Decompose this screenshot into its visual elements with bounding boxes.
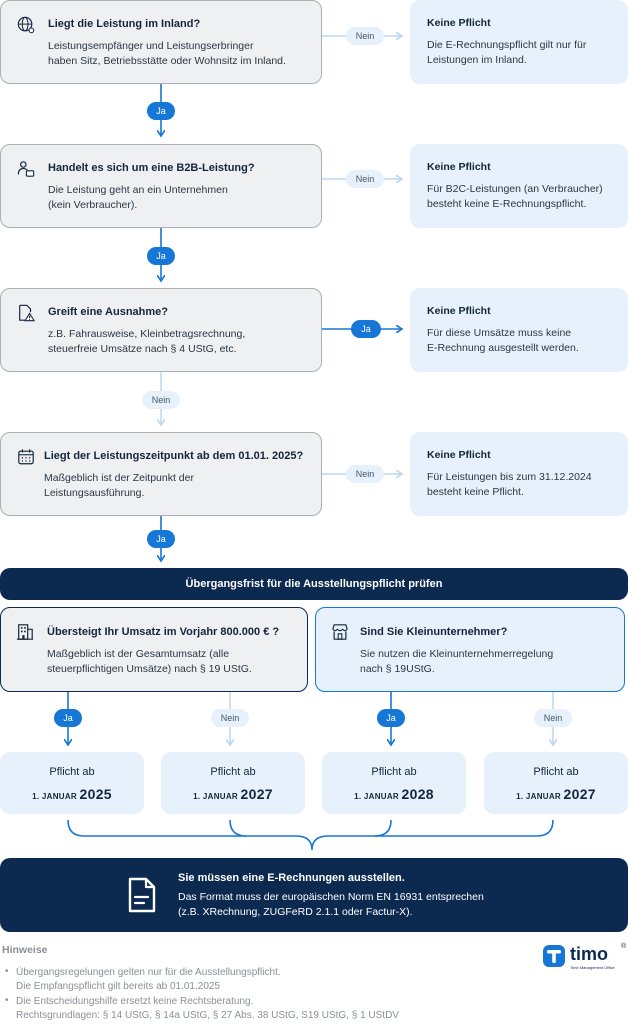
answer-line: besteht keine Pflicht. <box>427 486 524 498</box>
question-line: z.B. Fahrausweise, Kleinbetragsrechnung, <box>48 328 246 340</box>
result-line: Das Format muss der europäischen Norm EN 16931 entsprechen <box>178 891 484 903</box>
nein-label: Nein <box>346 170 384 188</box>
answer-line: Für diese Umsätze muss keine <box>427 327 572 339</box>
bullet: • <box>5 995 9 1006</box>
answer-line: Die E-Rechnungspflicht gilt nur für <box>427 39 587 51</box>
question-box-zeitpunkt <box>0 432 322 516</box>
card-label: Pflicht ab <box>49 766 95 778</box>
answer-line: Für B2C-Leistungen (an Verbraucher) <box>427 183 603 195</box>
question-line: Sie nutzen die Kleinunternehmerregelung <box>360 648 554 660</box>
question-title: Liegt die Leistung im Inland? <box>48 18 201 30</box>
card-date <box>161 786 305 802</box>
nein-label: Nein <box>346 465 384 483</box>
card-label: Pflicht ab <box>533 766 579 778</box>
question-title: Liegt der Leistungszeitpunkt ab dem 01.01. 2025? <box>44 450 304 462</box>
note-line: Rechtsgrundlagen: § 14 UStG, § 14a UStG, § 27 Abs. 38 UStG, S19 UStG, § 1 UStDV <box>16 1010 399 1021</box>
ja-label: Ja <box>377 709 405 727</box>
result-text <box>178 890 484 920</box>
card-date-prefix: 1. JANUAR <box>32 792 78 801</box>
card-label: Pflicht ab <box>371 766 417 778</box>
globe-icon <box>17 16 35 34</box>
question-line: steuerfreie Umsätze nach § 4 UStG, etc. <box>48 343 237 355</box>
deadline-card <box>161 752 305 814</box>
note-line: Übergangsregelungen gelten nur für die Ausstellungspflicht. <box>16 967 281 978</box>
answer-box-b2b <box>410 144 628 228</box>
question-title: Greift eine Ausnahme? <box>48 306 169 318</box>
card-year: 2027 <box>563 786 596 802</box>
document-warning-icon <box>17 304 35 322</box>
note-item <box>16 995 399 1023</box>
answer-text <box>427 470 592 500</box>
result-box <box>0 858 628 932</box>
question-line: nach § 19UStG. <box>360 663 435 675</box>
question-line: Maßgeblich ist der Zeitpunkt der <box>44 472 194 484</box>
question-line: Die Leistung geht an ein Unternehmen <box>48 184 228 196</box>
result-line: (z.B. XRechnung, ZUGFeRD 2.1.1 oder Factur-X). <box>178 906 413 918</box>
answer-line: besteht keine E-Rechnungspflicht. <box>427 198 587 210</box>
answer-box-zeitpunkt <box>410 432 628 516</box>
question-line: Leistungsausführung. <box>44 487 145 499</box>
person-shop-icon <box>17 160 35 178</box>
notes-title: Hinweise <box>2 944 48 956</box>
question-box-umsatz <box>0 607 308 692</box>
question-line: steuerpflichtigen Umsätze) nach § 19 UStG. <box>47 663 252 675</box>
question-text <box>44 471 194 501</box>
ja-label: Ja <box>54 709 82 727</box>
invoice-icon <box>123 876 161 914</box>
note-item <box>16 966 281 994</box>
question-line: (kein Verbraucher). <box>48 199 138 211</box>
question-box-kleinunternehmer <box>315 607 625 692</box>
calendar-icon <box>17 448 35 466</box>
timo-logo-icon <box>542 944 566 968</box>
answer-line: Leistungen im Inland. <box>427 54 527 66</box>
answer-title: Keine Pflicht <box>427 305 491 317</box>
card-date-prefix: 1. JANUAR <box>193 792 239 801</box>
answer-text <box>427 326 579 356</box>
answer-title: Keine Pflicht <box>427 17 491 29</box>
ja-label: Ja <box>147 102 175 120</box>
deadline-card <box>484 752 628 814</box>
question-title: Übersteigt Ihr Umsatz im Vorjahr 800.000 € ? <box>47 626 280 638</box>
note-line: Die Empfangspflicht gilt bereits ab 01.01.2025 <box>16 981 221 992</box>
deadline-card <box>322 752 466 814</box>
answer-line: Für Leistungen bis zum 31.12.2024 <box>427 471 592 483</box>
result-title: Sie müssen eine E-Rechnungen ausstellen. <box>178 872 405 884</box>
question-text <box>48 183 228 213</box>
question-line: Leistungsempfänger und Leistungserbringer <box>48 40 254 52</box>
card-year: 2025 <box>79 786 112 802</box>
answer-box-inland <box>410 0 628 84</box>
card-date <box>0 786 144 802</box>
card-date-prefix: 1. JANUAR <box>354 792 400 801</box>
answer-text <box>427 38 586 68</box>
answer-line: E-Rechnung ausgestellt werden. <box>427 342 579 354</box>
question-box-ausnahme <box>0 288 322 372</box>
question-text <box>47 647 252 677</box>
question-title: Sind Sie Kleinunternehmer? <box>360 626 508 638</box>
card-label: Pflicht ab <box>210 766 256 778</box>
ja-label: Ja <box>351 320 381 338</box>
card-date <box>322 786 466 802</box>
answer-text <box>427 182 603 212</box>
nein-label: Nein <box>346 27 384 45</box>
card-year: 2028 <box>401 786 434 802</box>
answer-title: Keine Pflicht <box>427 449 491 461</box>
card-date <box>484 786 628 802</box>
building-icon <box>16 623 34 641</box>
card-year: 2027 <box>240 786 273 802</box>
bullet: • <box>5 966 9 977</box>
transition-banner: Übergangsfrist für die Ausstellungspflicht prüfen <box>0 568 628 600</box>
card-date-prefix: 1. JANUAR <box>516 792 562 801</box>
nein-label: Nein <box>211 709 249 727</box>
answer-title: Keine Pflicht <box>427 161 491 173</box>
timo-logo <box>542 942 628 972</box>
logo-registered: ® <box>621 943 627 950</box>
deadline-card <box>0 752 144 814</box>
logo-tagline: Time Management Office <box>570 965 615 970</box>
ja-label: Ja <box>147 530 175 548</box>
question-text <box>360 647 553 677</box>
answer-box-ausnahme <box>410 288 628 372</box>
question-text <box>48 327 245 357</box>
store-icon <box>331 623 349 641</box>
question-box-b2b <box>0 144 322 228</box>
nein-label: Nein <box>534 709 572 727</box>
question-text <box>48 39 286 69</box>
question-box-inland <box>0 0 322 84</box>
ja-label: Ja <box>147 247 175 265</box>
question-line: Maßgeblich ist der Gesamtumsatz (alle <box>47 648 230 660</box>
nein-label: Nein <box>142 391 180 409</box>
question-line: haben Sitz, Betriebsstätte oder Wohnsitz im Inland. <box>48 55 286 67</box>
logo-name: timo <box>570 944 608 964</box>
question-title: Handelt es sich um eine B2B-Leistung? <box>48 162 255 174</box>
note-line: Die Entscheidungshilfe ersetzt keine Rechtsberatung. <box>16 996 254 1007</box>
